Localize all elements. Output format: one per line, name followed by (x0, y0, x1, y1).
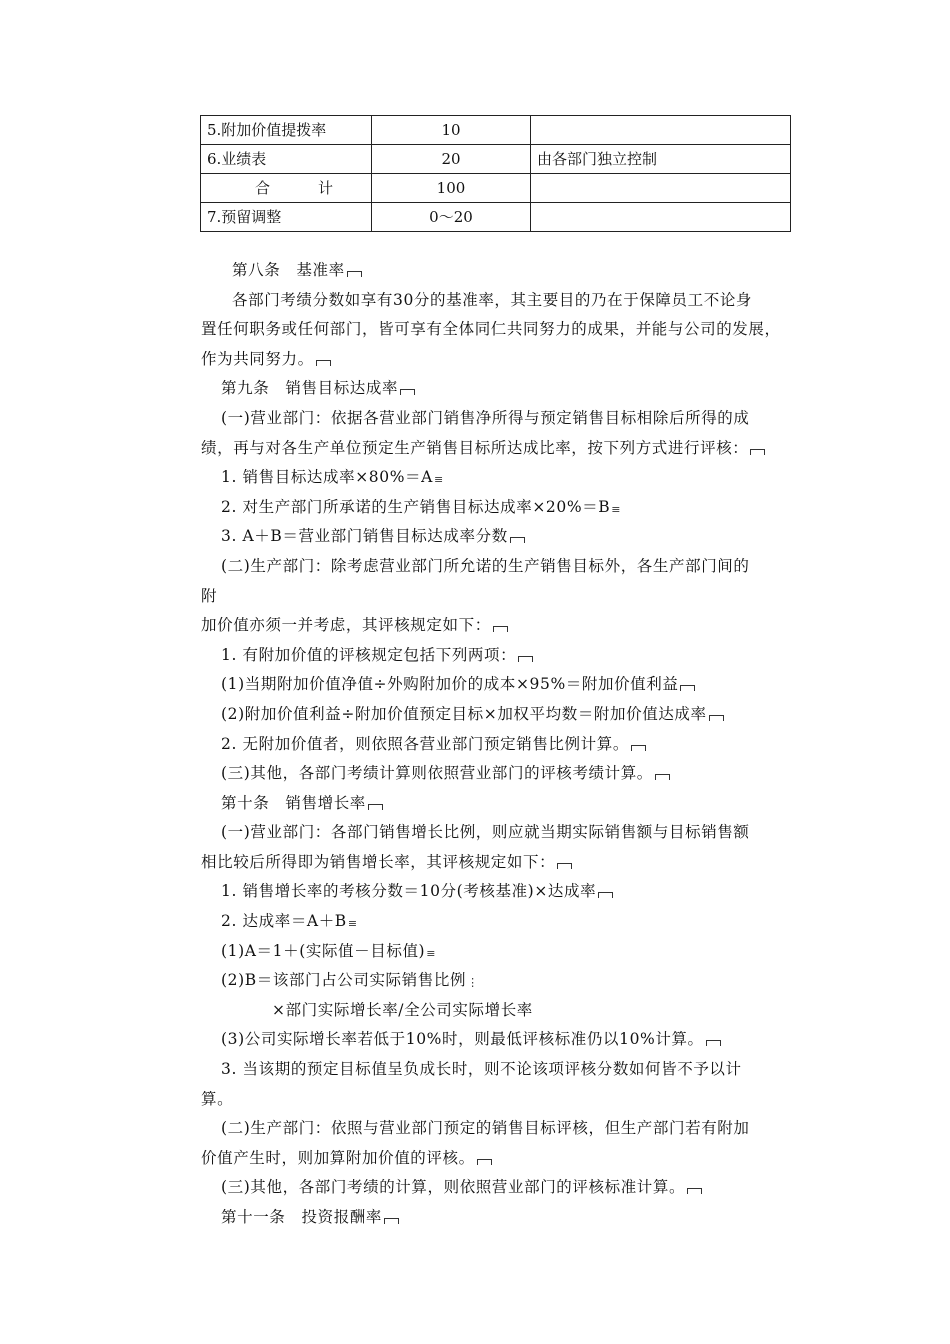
paragraph-mark-icon (493, 626, 508, 632)
paragraph-line: 相比较后所得即为销售增长率，其评核规定如下： (201, 848, 791, 878)
table-cell-score: 0～20 (372, 203, 531, 232)
article-heading: 第九条 销售目标达成率 (201, 374, 791, 404)
paragraph-mark-icon (347, 271, 362, 277)
paragraph-mark-icon (687, 1188, 702, 1194)
paragraph-line: 算。 (201, 1089, 234, 1108)
list-item: ×部门实际增长率/全公司实际增长率 (272, 1000, 533, 1019)
table-row (201, 116, 791, 145)
list-item: 2. 无附加价值者，则依照各营业部门预定销售比例计算。 (201, 730, 791, 760)
paragraph-line: 作为共同努力。 (201, 345, 791, 375)
list-item: 3. A＋B＝营业部门销售目标达成率分数 (201, 522, 791, 552)
line-break-mark-icon: ≡ (347, 917, 358, 931)
paragraph-line: 附 (201, 586, 218, 605)
paragraph-mark-icon (631, 745, 646, 751)
list-item: 1. 有附加价值的评核规定包括下列两项： (201, 641, 791, 671)
list-item: 2. 对生产部门所承诺的生产销售目标达成率×20%＝B≡ (201, 493, 791, 523)
table-cell-item: 5.附加价值提拨率 (201, 116, 372, 145)
paragraph-mark-icon (680, 685, 695, 691)
paragraph-line: (二)生产部门：依照与营业部门预定的销售目标评核，但生产部门若有附加 (221, 1119, 750, 1138)
paragraph-mark-icon (368, 804, 383, 810)
paragraph-mark-icon (557, 863, 572, 869)
paragraph-line: (一)营业部门：依据各营业部门销售净所得与预定销售目标相除后所得的成 (221, 408, 750, 427)
article-heading: 第十条 销售增长率 (201, 789, 791, 819)
paragraph-mark-icon (384, 1218, 399, 1224)
list-item: 1. 销售增长率的考核分数＝10分(考核基准)×达成率 (201, 877, 791, 907)
paragraph-line: 绩，再与对各生产单位预定生产销售目标所达成比率，按下列方式进行评核： (201, 434, 791, 464)
list-item: (三)其他，各部门考绩的计算，则依照营业部门的评核标准计算。 (201, 1173, 791, 1203)
score-table (200, 115, 791, 232)
table-cell-note (531, 174, 791, 203)
table-cell-item: 6.业绩表 (201, 145, 372, 174)
list-item: 2. 达成率＝A＋B≡ (201, 907, 791, 937)
paragraph-line: (二)生产部门：除考虑营业部门所允诺的生产销售目标外，各生产部门间的 (221, 556, 750, 575)
paragraph-line: 各部门考绩分数如享有30分的基准率，其主要目的乃在于保障员工不论身 (232, 290, 753, 309)
paragraph-line: (一)营业部门：各部门销售增长比例，则应就当期实际销售额与目标销售额 (221, 823, 750, 842)
line-break-mark-icon: ≡ (611, 502, 622, 516)
paragraph-line: 置任何职务或任何部门，皆可享有全体同仁共同努力的成果，并能与公司的发展， (201, 320, 781, 339)
paragraph-mark-icon (477, 1159, 492, 1165)
paragraph-mark-icon (316, 360, 331, 366)
table-cell-score: 10 (372, 116, 531, 145)
line-break-mark-icon: ≡ (433, 473, 444, 487)
paragraph-line: 加价值亦须一并考虑，其评核规定如下： (0, 611, 791, 641)
table-row (201, 203, 791, 232)
total-label-b: 计 (318, 179, 334, 197)
list-item: (2)附加价值利益÷附加价值预定目标×加权平均数＝附加价值达成率 (201, 700, 791, 730)
paragraph-line: 价值产生时，则加算附加价值的评核。 (201, 1144, 791, 1174)
paragraph-mark-icon (709, 715, 724, 721)
total-label-a: 合 (255, 179, 271, 197)
list-item: (三)其他，各部门考绩计算则依照营业部门的评核考绩计算。 (201, 759, 791, 789)
table-cell-total-label (201, 174, 372, 203)
paragraph-mark-icon (655, 774, 670, 780)
paragraph-mark-icon (510, 537, 525, 543)
list-item: 1. 销售目标达成率×80%＝A≡ (201, 463, 791, 493)
list-item: (1)A＝1＋(实际值－目标值)≡ (201, 937, 791, 967)
list-item: (1)当期附加价值净值÷外购附加价的成本×95%＝附加价值利益 (201, 670, 791, 700)
table-cell-note (531, 203, 791, 232)
table-cell-score: 100 (372, 174, 531, 203)
paragraph-mark-icon (598, 892, 613, 898)
table-cell-note: 由各部门独立控制 (531, 145, 791, 174)
article-heading: 第八条 基准率 (201, 256, 791, 286)
list-item: 3. 当该期的预定目标值呈负成长时，则不论该项评核分数如何皆不予以计 (221, 1060, 742, 1079)
table-cell-item: 7.预留调整 (201, 203, 372, 232)
paragraph-mark-icon (518, 656, 533, 662)
paragraph-mark-icon (400, 389, 415, 395)
line-break-mark-icon: ≡ (426, 946, 437, 960)
list-item: (2)B＝该部门占公司实际销售比例⋮ (201, 966, 791, 996)
paragraph-mark-icon (750, 449, 765, 455)
paragraph-mark-icon (706, 1040, 721, 1046)
table-row (201, 145, 791, 174)
table-cell-note (531, 116, 791, 145)
line-break-mark-icon: ⋮ (467, 976, 479, 990)
article-heading: 第十一条 投资报酬率 (201, 1203, 791, 1233)
list-item: (3)公司实际增长率若低于10%时，则最低评核标准仍以10%计算。 (201, 1025, 791, 1055)
table-row-total (201, 174, 791, 203)
table-cell-score: 20 (372, 145, 531, 174)
body-text (201, 256, 791, 1233)
